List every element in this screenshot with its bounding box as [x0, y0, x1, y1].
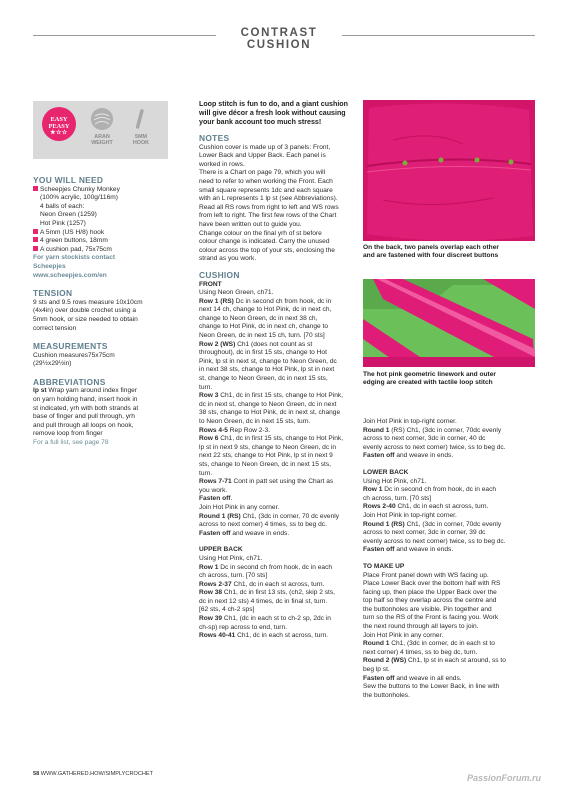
- front-row-2-line: throughout), dc in first 15 sts, change to Hot: [199, 349, 327, 357]
- front-rows-7-71: Rows 7-71 Cont in patt set using the Chart as: [199, 478, 334, 486]
- buttons-item: 4 green buttons, 18mm: [33, 237, 168, 246]
- front-row-6-line: next 22 sts, change to Hot Pink, lp st in next 9: [199, 452, 333, 460]
- measurements-line: Cushion measures75x75cm: [33, 351, 115, 359]
- make-up-round-2-line: beg lp st.: [363, 666, 390, 674]
- front-join: Join Hot Pink in any corner.: [199, 503, 280, 511]
- front-row-1-line: change to Neon Green, dc in next 38 ch,: [199, 314, 318, 322]
- upper-row-38-line: [62 sts, 4 ch-2 sps]: [199, 606, 255, 614]
- make-up-round-1-line: next corner) 4 times, ss to beg dc, turn.: [363, 648, 478, 656]
- front-row-1-line: Neon Green, dc in next 15 ch, turn. [70 sts]: [199, 332, 325, 340]
- edging-fasten-off: Fasten off and weave in ends.: [363, 452, 454, 460]
- tension-line: 5mm hook, or size needed to obtain: [33, 315, 138, 323]
- front-row-3-line: to Neon Green, dc in next 15 sts, turn.: [199, 418, 311, 425]
- full-list-link[interactable]: For a full list, see page 78: [33, 439, 109, 447]
- lower-round-1: Round 1 (RS) Ch1, (3dc in corner, 70dc evenly: [363, 520, 502, 528]
- lower-rows-2-40: Rows 2-40 Ch1, dc in each st across, turn.: [363, 503, 489, 511]
- easy-peasy-badge: [42, 107, 76, 141]
- easy-label: EASY: [50, 116, 68, 123]
- make-up-fasten-off: Fasten off and weave in all ends.: [363, 674, 462, 682]
- stockists-brand: Scheepjes: [33, 262, 66, 270]
- bullet-square-icon: [33, 237, 38, 242]
- make-up-line: Join Hot Pink in any corner.: [363, 631, 444, 639]
- notes-line: colour change is indicated. Carry the unused: [199, 238, 330, 246]
- pad-item: A cushion pad, 75x75cm: [33, 246, 168, 255]
- upper-row-39: Row 39 Ch1, (dc in each st to ch-2 sp, 2dc in: [199, 615, 331, 623]
- make-up-line: the next round through all layers to join.: [363, 623, 479, 631]
- measurements-line: (29½x29½in): [33, 360, 72, 368]
- intro-lead: will give décor a fresh look without causing: [199, 109, 346, 117]
- crochet-hook-icon: [129, 108, 151, 130]
- notes-line: Cushion cover is made up of 3 panels: Front,: [199, 143, 331, 151]
- edging-round-1-line: across to next corner, 3dc in corner, 40 dc: [363, 435, 486, 443]
- front-row-3-line: 38 sts, change to Hot Pink, dc in next st, change: [199, 409, 341, 417]
- materials-column: [33, 176, 168, 448]
- bullet-square-icon: [33, 229, 38, 234]
- front-row-1-line: change to Hot Pink, dc in next ch, change to: [199, 323, 329, 331]
- intro-lead: Loop stitch is fun to do, and a giant cushion: [199, 100, 348, 108]
- notes-line: There is a Chart on page 79, which you will: [199, 169, 326, 177]
- upper-row-1-line: ch across, turn. [70 sts]: [199, 572, 268, 580]
- edging-join: Join Hot Pink in top-right corner.: [363, 418, 457, 425]
- peasy-label: PEASY: [48, 123, 70, 130]
- notes-line: need to refer to when working the Front. Each: [199, 177, 333, 185]
- front-row-2-line: turn.: [199, 383, 213, 391]
- lower-back-heading: LOWER BACK: [363, 468, 409, 476]
- front-row-2-line: in next 38 sts, change to Hot Pink, lp st in next: [199, 366, 335, 374]
- you-will-need-heading: YOU WILL NEED: [33, 175, 104, 185]
- notes-line: from left to right. The first few rows of the Chart: [199, 212, 337, 220]
- front-fasten-off-weave: Fasten off and weave in ends.: [199, 529, 290, 537]
- lower-round-1-line: across to next corner, 3dc in corner, 39 dc: [363, 529, 486, 537]
- sew-buttons-line: Sew the buttons to the Lower Back, in line with: [363, 683, 500, 691]
- tension-line: correct tension: [33, 324, 77, 332]
- notes-line: with an L represents 1 lp st (see Abbreviations).: [199, 195, 338, 203]
- front-row-6-line: turn.: [199, 469, 213, 477]
- header-rule-left: [33, 35, 216, 36]
- stockists-text: For yarn stockists contact: [33, 254, 116, 262]
- front-row-1-line: next 14 ch, change to Hot Pink, dc in next ch,: [199, 306, 332, 314]
- notes-line: worked in rows.: [199, 160, 245, 168]
- make-up-line: turn so the RS of the Front is facing you. Work: [363, 614, 499, 622]
- notes-line: colour across the top of your sts, enclosing the: [199, 246, 335, 254]
- make-up-line: Place Front panel down with WS facing up.: [363, 571, 489, 579]
- making-up-column: [363, 418, 533, 700]
- caption-loop-photo: The hot pink geometric linework and outer edging are created with tactile loop stitch: [363, 371, 496, 387]
- cushion-back-photo: [363, 100, 535, 241]
- make-up-line: facing up, then place the Upper Back over the: [363, 588, 497, 596]
- page-number: 58: [33, 771, 40, 777]
- footer-url[interactable]: WWW.GATHERED.HOW/SIMPLYCROCHET: [39, 771, 154, 777]
- upper-back-intro: Using Hot Pink, ch71.: [199, 554, 263, 562]
- tension-line: (4x4in) over double crochet using a: [33, 307, 136, 315]
- abbreviation-line: and pull through all loops on hook,: [33, 421, 134, 429]
- notes-line: have been written out to guide you.: [199, 220, 302, 228]
- front-row-3-line: dc in next st, change to Neon Green, dc in next: [199, 400, 337, 408]
- make-up-line: top half so they overlap across the centre and: [363, 597, 497, 605]
- yarn-colour-pink: Hot Pink (1257): [40, 219, 86, 227]
- front-row-6: Row 6 Ch1, dc in first 15 sts, change to Hot Pink,: [199, 435, 344, 443]
- upper-back-heading: UPPER BACK: [199, 546, 243, 554]
- abbreviation-lp-st: lp st Wrap yarn around index finger: [33, 387, 137, 395]
- front-row-2-line: st, change to Neon Green, dc in next 15 sts,: [199, 375, 328, 383]
- yarn-composition: (100% acrylic, 100g/116m): [40, 194, 118, 202]
- abbreviations-heading: ABBREVIATIONS: [33, 376, 106, 387]
- star-rating: ★☆☆: [50, 130, 68, 136]
- front-intro: Using Neon Green, ch71.: [199, 289, 274, 297]
- weight-label: ARAN WEIGHT: [91, 134, 113, 147]
- yarn-quantity: 4 balls of each:: [40, 202, 85, 210]
- yarn-ball-icon: [91, 108, 113, 130]
- front-fasten-off: Fasten off.: [199, 495, 233, 503]
- yarn-colour-green: Neon Green (1259): [40, 211, 97, 219]
- front-row-6-line: sts, change to Neon Green, dc in next 15 sts,: [199, 460, 331, 468]
- front-heading: FRONT: [199, 280, 222, 288]
- lower-back-intro: Using Hot Pink, ch71.: [363, 477, 427, 485]
- upper-rows-40-41: Rows 40-41 Ch1, dc in each st across, turn.: [199, 632, 329, 640]
- yarn-item: Scheepjes Chunky Monkey: [33, 186, 168, 195]
- hook-item: A 5mm (US H/8) hook: [33, 229, 168, 238]
- lower-round-1-line: evenly across to next corner) twice, ss to beg dc.: [363, 537, 506, 545]
- upper-row-39-line: ch-sp) rep across to end, turn.: [199, 623, 287, 631]
- notes-line: small square represents 1dc and each square: [199, 186, 333, 194]
- hook-label: 5MM HOOK: [132, 134, 150, 147]
- make-up-line: the buttonholes are visible. Pin together and: [363, 605, 492, 613]
- make-up-round-1: Round 1 Ch1, (3dc in corner, dc in each st to: [363, 640, 495, 648]
- tension-line: 9 sts and 9.5 rows measure 10x10cm: [33, 298, 143, 306]
- lower-row-1-line: ch across, turn. [70 sts]: [363, 494, 432, 502]
- tension-heading: TENSION: [33, 288, 73, 299]
- make-up-round-2: Round 2 (WS) Ch1, lp st in each st around, ss to: [363, 657, 506, 665]
- front-rows-7-71-line: you work.: [199, 486, 228, 494]
- notes-line: Change colour on the final yrh of st before: [199, 229, 322, 237]
- upper-row-38: Row 38 Ch1, dc in first 13 sts, (ch2, skip 2 sts,: [199, 589, 335, 597]
- front-round-1: Round 1 (RS) Ch1, (3dc in corner, 70 dc evenly: [199, 512, 339, 520]
- make-up-line: Place Lower Back over the bottom half with RS: [363, 580, 501, 588]
- header-rule-right: [342, 35, 535, 36]
- abbreviation-line: base of finger and pull through, yrh: [33, 413, 135, 421]
- front-row-2-line: Pink, lp st in next st, change to Neon Green, dc: [199, 357, 337, 365]
- edging-round-1-line: evenly across to next corner) twice, ss to beg dc.: [363, 443, 506, 451]
- front-rows-4-5: Rows 4-5 Rep Row 2-3.: [199, 426, 271, 434]
- caption-back-photo: On the back, two panels overlap each other and are fastened with four discreet buttons: [363, 244, 499, 260]
- upper-rows-2-37: Rows 2-37 Ch1, dc in each st across, turn.: [199, 580, 325, 588]
- watermark: PassionForum.ru: [467, 773, 542, 783]
- notes-line: Lower Back and Upper Back. Each panel is: [199, 152, 326, 160]
- notes-line: Read all RS rows from right to left and WS rows: [199, 203, 339, 211]
- abbreviation-line: remove loop from finger: [33, 430, 103, 438]
- front-row-1: Row 1 (RS) Dc in second ch from hook, dc in: [199, 297, 332, 305]
- sew-buttons-line: the buttonholes.: [363, 691, 410, 699]
- lower-row-1: Row 1 Dc in second ch from hook, dc in each: [363, 486, 497, 494]
- loop-stitch-photo: [363, 279, 535, 367]
- lower-fasten-off: Fasten off and weave in ends.: [363, 546, 454, 554]
- page-footer: [33, 771, 153, 777]
- notes-line: strand as you work.: [199, 255, 257, 263]
- lower-join: Join Hot Pink in top-right corner.: [363, 511, 457, 519]
- front-row-2: Row 2 (WS) Ch1 (does not count as st: [199, 340, 313, 348]
- difficulty-badges: [33, 101, 168, 159]
- upper-row-38-line: dc in next 12 sts) 4 times, dc in final st, turn.: [199, 597, 328, 605]
- cushion-heading: CUSHION: [199, 269, 240, 280]
- bullet-square-icon: [33, 186, 38, 191]
- abbreviation-line: st indicated, yrh with both strands at: [33, 404, 139, 412]
- front-row-3: Row 3 Ch1, dc in first 15 sts, change to Hot Pink,: [199, 392, 344, 400]
- front-round-1-line: across to next corner) 4 times, ss to beg dc.: [199, 521, 327, 529]
- edging-round-1: Round 1 (RS) Ch1, (3dc in corner, 70dc evenly: [363, 426, 502, 434]
- page-title: CONTRAST CUSHION: [240, 27, 318, 51]
- intro-lead: your bank account too much stress!: [199, 118, 322, 126]
- notes-heading: NOTES: [199, 133, 230, 143]
- pattern-column: [199, 100, 361, 641]
- bullet-square-icon: [33, 246, 38, 251]
- upper-row-1: Row 1 Dc in second ch from hook, dc in each: [199, 563, 333, 571]
- stockists-url[interactable]: www.scheepjes.com/en: [33, 271, 107, 279]
- measurements-heading: MEASUREMENTS: [33, 341, 108, 352]
- abbreviation-line: on yarn holding hand, insert hook in: [33, 396, 138, 404]
- front-row-6-line: lp st in next 9 sts, change to Neon Green, dc in: [199, 443, 337, 451]
- to-make-up-heading: TO MAKE UP: [363, 562, 405, 570]
